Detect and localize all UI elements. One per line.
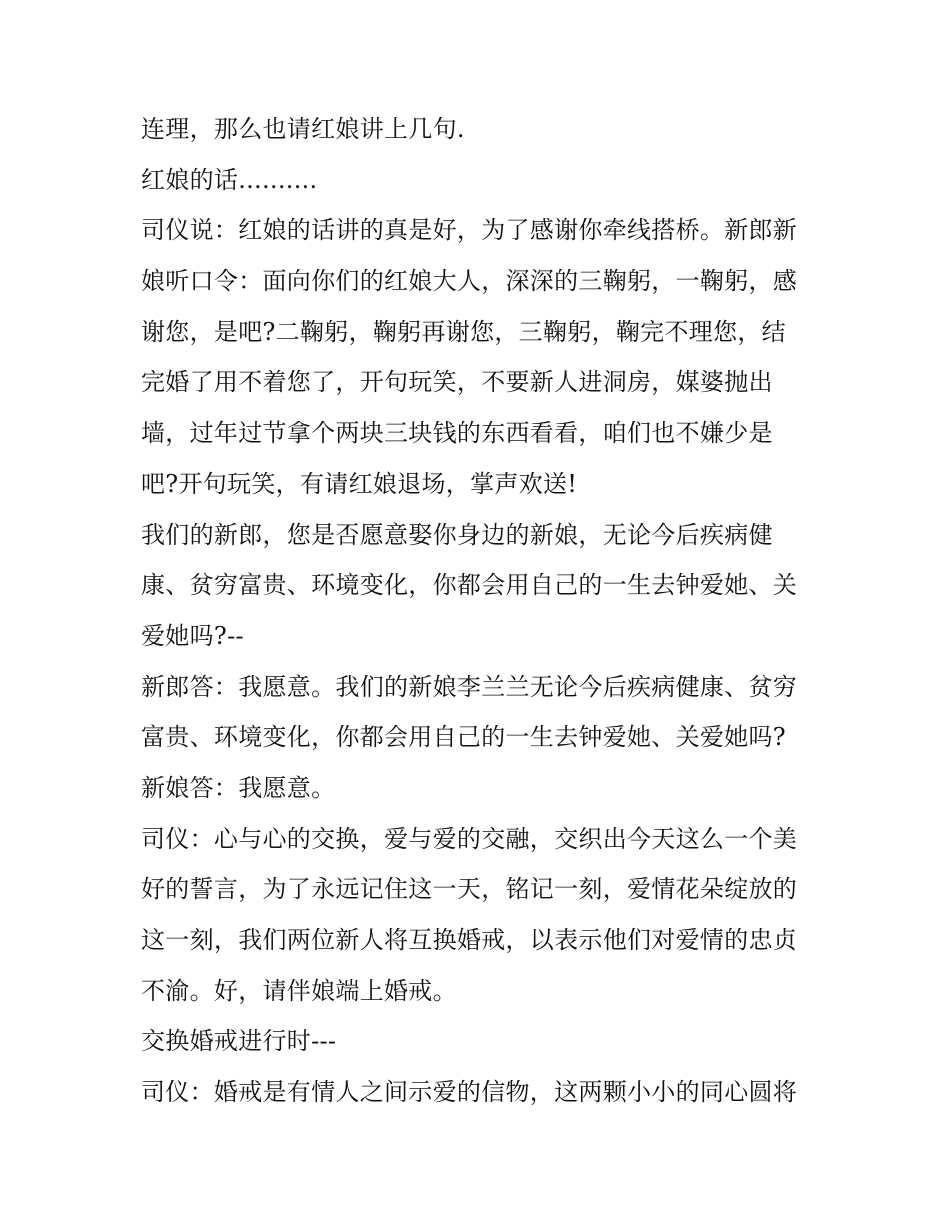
text-line: 新娘答：我愿意。 xyxy=(141,773,336,802)
text-line: 新郎答：我愿意。我们的新娘李兰兰无论今后疾病健康、贫穷 xyxy=(141,672,798,701)
text-line: 谢您，是吧?二鞠躬，鞠躬再谢您，三鞠躬，鞠完不理您，结 xyxy=(141,317,786,346)
text-line: 完婚了用不着您了，开句玩笑，不要新人进洞房，媒婆抛出 xyxy=(141,368,773,397)
text-line: 这一刻，我们两位新人将互换婚戒，以表示他们对爱情的忠贞 xyxy=(141,926,798,954)
text-line: 好的誓言，为了永远记住这一天，铭记一刻，爱情花朵绽放的 xyxy=(141,875,798,904)
text-line: 娘听口令：面向你们的红娘大人，深深的三鞠躬，一鞠躬，感 xyxy=(141,267,798,296)
text-line: 不渝。好，请伴娘端上婚戒。 xyxy=(141,976,457,1005)
text-line: 司仪：婚戒是有情人之间示爱的信物，这两颗小小的同心圆将 xyxy=(141,1078,798,1107)
text-line: 爱她吗?-- xyxy=(141,621,244,650)
text-line: 吧?开句玩笑，有请红娘退场，掌声欢送! xyxy=(141,469,578,498)
text-line: 我们的新郎，您是否愿意娶你身边的新娘，无论今后疾病健 xyxy=(141,520,773,549)
text-line: 墙，过年过节拿个两块三块钱的东西看看，咱们也不嫌少是 xyxy=(141,419,773,448)
text-line: 红娘的话.......... xyxy=(141,165,318,194)
text-line: 司仪说：红娘的话讲的真是好，为了感谢你牵线搭桥。新郎新 xyxy=(141,216,798,245)
text-line: 康、贫穷富贵、环境变化，你都会用自己的一生去钟爱她、关 xyxy=(141,571,798,600)
text-line: 连理，那么也请红娘讲上几句. xyxy=(141,115,465,143)
text-line: 交换婚戒进行时--- xyxy=(141,1027,337,1056)
text-line: 富贵、环境变化，你都会用自己的一生去钟爱她、关爱她吗? xyxy=(141,723,786,752)
text-line: 司仪：心与心的交换，爱与爱的交融，交织出今天这么一个美 xyxy=(141,824,798,853)
document-body xyxy=(141,104,821,1118)
